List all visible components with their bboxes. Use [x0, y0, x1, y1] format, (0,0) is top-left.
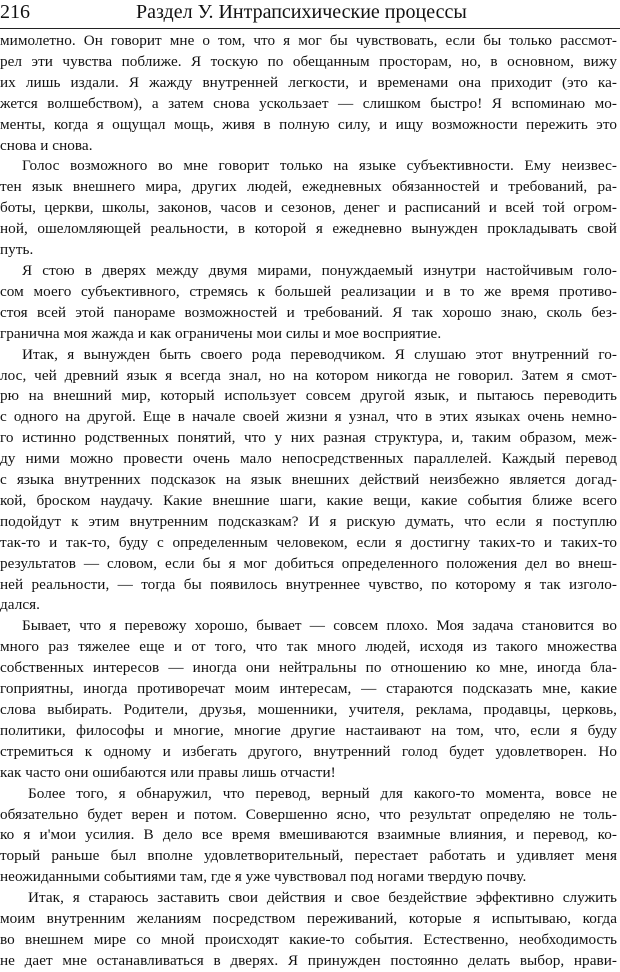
text-line: собственных интересов — иногда они нейтральны по отношению ко мне, иногда бла- [0, 659, 617, 677]
page-header [0, 0, 620, 30]
text-line: тен язык внешнего мира, других людей, ежедневных обязанностей и требований, ра- [0, 178, 617, 196]
text-line: неожиданными событиями там, где я уже чувствовал под ногами твердую почву. [0, 868, 527, 886]
text-line: Более того, я обнаружил, что перевод, верный для какого-то момента, вовсе не [28, 784, 617, 802]
text-line: во внешнем мире со мной происходят какие-то события. Естественно, необходимость [0, 930, 617, 948]
text-line: ной, ошеломляющей реальности, в которой я ежедневно вынужден прокладывать свой [0, 220, 617, 238]
running-title: Раздел У. Интрапсихические процессы [136, 1, 467, 23]
text-line: так-то и так-то, буду с определенным человеком, если я достигну таких-то и таких-то [0, 533, 617, 551]
text-line: стоя всей этой панораме возможностей и требований. Я так хорошо знаю, сколь без- [0, 303, 617, 321]
text-line: их лишь издали. Я жажду внутренней легкости, и временами она приходит (это ка- [0, 73, 617, 91]
paragraph [0, 784, 617, 889]
text-line: сом моего субъективного, стремясь к большей реализации и в то же время противо- [0, 282, 617, 300]
text-line: Бывает, что я перевожу хорошо, бывает — совсем плохо. Моя задача становится во [22, 617, 617, 635]
text-line: с одного на другой. Еще в начале своей жизни я узнал, что в этих языках очень немно- [0, 408, 617, 426]
paragraph [0, 888, 617, 972]
text-line: Итак, я стараюсь заставить свои действия и свое бездействие эффективно служить [28, 889, 617, 907]
text-line: ко я и'мои усилия. В дело все время вмешиваются взаимные влияния, и перевод, ко- [0, 826, 617, 844]
paragraph [0, 345, 617, 617]
text-line: политики, философы и многие, многие другие настаивают на том, что, если я буду [0, 721, 617, 739]
text-line: слова выбирать. Родители, друзья, мошенники, учителя, реклама, продавцы, церковь, [0, 701, 617, 718]
paragraph [0, 261, 617, 345]
text-line: дался. [0, 596, 41, 614]
text-line: путь. [0, 241, 34, 259]
text-line: Итак, я вынужден быть своего рода переводчиком. Я слушаю этот внутренний го- [22, 345, 617, 363]
text-line: мимолетно. Он говорит мне о том, что я мог бы чувствовать, если бы только рассмот- [0, 32, 617, 49]
text-line: результатов — словом, если бы я мог добиться определенного положения дел во внеш- [0, 554, 617, 572]
text-line: Голос возможного во мне говорит только на языке субъективности. Ему неизвес- [22, 157, 617, 175]
text-line: боты, церкви, школы, законов, часов и сезонов, денег и расписаний и всей той огром- [0, 199, 617, 217]
text-line: рю на внешний мир, который использует совсем другой язык, и пытаюсь переводить [0, 387, 617, 405]
body-text [0, 31, 617, 972]
text-line: с языка внутренних подсказок на язык внешних действий неизбежно является догад- [0, 471, 617, 489]
text-line: жется волшебством), а затем снова ускользает — слишком быстро! Я вспоминаю мо- [0, 94, 617, 112]
text-line: ду ними можно провести очень мало непосредственных параллелей. Каждый перевод [0, 450, 617, 468]
text-line: стремиться к одному и избегать другого, внутренний голод будет удовлетворен. Но [0, 742, 617, 760]
text-line: моим внутренним желаниям посредством переживаний, которые я испытываю, когда [0, 910, 617, 928]
text-line: лос, чей древний язык я всегда знал, но на котором никогда не говорил. Затем я смот- [0, 366, 617, 384]
text-line: обязательно будет верен и потом. Совершенно ясно, что результат определяю не толь- [0, 805, 617, 823]
text-line: гранична моя жажда и как ограничены мои силы и мое восприятие. [0, 324, 442, 342]
text-line: не дает мне останавливаться в дверях. Я принужден постоянно делать выбор, нрави- [0, 951, 617, 969]
text-line: торый раньше был вполне удовлетворительный, перестает работать и удивляет меня [0, 847, 617, 865]
text-line: ней реальности, — тогда бы появилось внутреннее чувство, по которому я так изголо- [0, 575, 617, 593]
text-line: снова и снова. [0, 136, 93, 154]
text-line: много раз тяжелее еще и от того, что так много людей, исходя из такого множества [0, 638, 617, 656]
text-line: менты, когда я ощущал мощь, живя в полную силу, и ищу возможности пережить это [0, 115, 617, 133]
paragraph [0, 156, 617, 261]
text-line: кой, броском наудачу. Какие внешние шаги, какие вещи, какие события ближе всего [0, 491, 617, 509]
text-line: подойдут к этим внутренним подсказкам? И я рискую думать, что если я поступлю [0, 512, 617, 530]
text-line: гоприятны, иногда противоречат моим интересам, — стараются подсказать мне, какие [0, 680, 617, 698]
paragraph [0, 616, 617, 783]
text-line: го истинно родственных понятий, что у них разная структура, и, таким образом, меж- [0, 429, 617, 447]
text-line: Я стою в дверях между двумя мирами, понуждаемый изнутри настойчивым голо- [22, 261, 617, 279]
paragraph [0, 31, 617, 156]
header-rule [0, 28, 620, 29]
text-line: как часто они ошибаются или правы лишь отчасти! [0, 763, 336, 781]
text-line: рел эти чувства поближе. Я тоскую по обещанным просторам, но, в основном, вижу [0, 52, 617, 70]
page-number: 216 [0, 1, 30, 23]
